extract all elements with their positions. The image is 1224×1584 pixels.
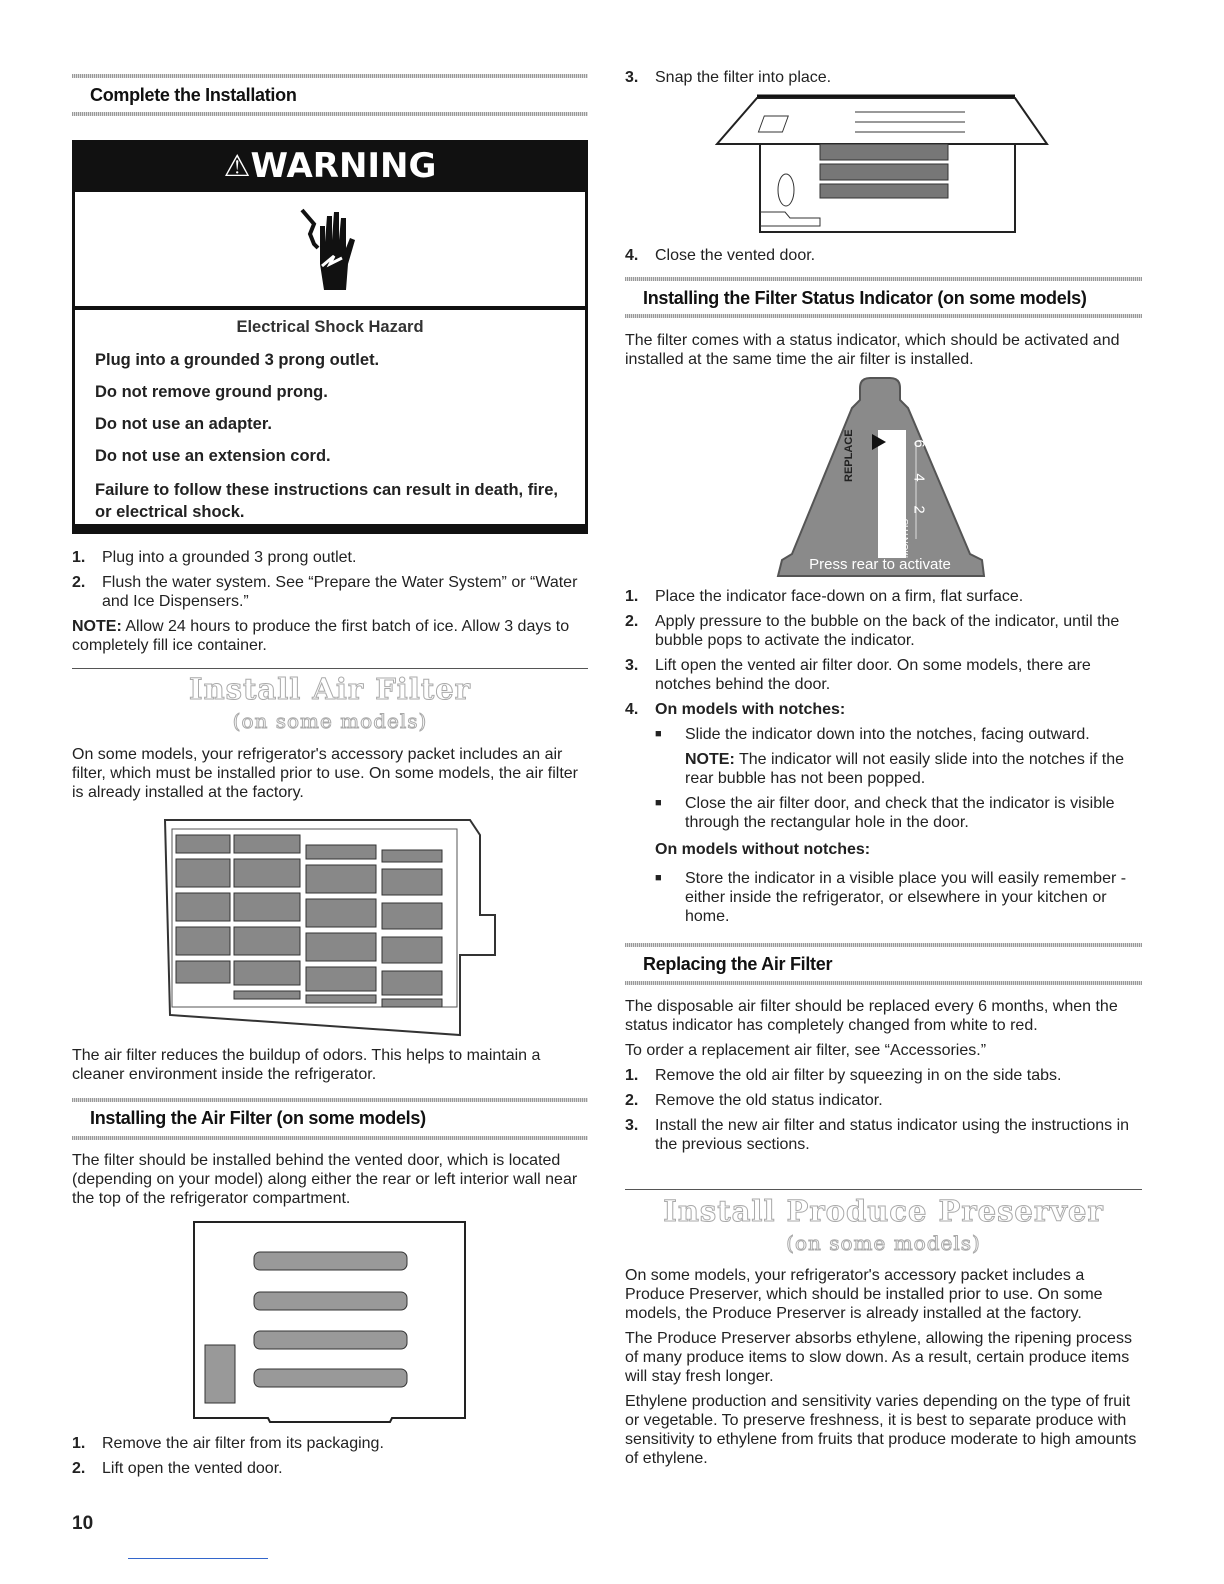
step-number: 3.: [625, 657, 639, 674]
complete-steps: [72, 548, 588, 661]
note-text: Allow 24 hours to produce the first batch of ice. Allow 3 days to completely fill ice container.: [72, 618, 570, 654]
list-item: [72, 1459, 588, 1478]
warning-line: Do not use an extension cord.: [95, 447, 331, 465]
heading-filter-status-indicator: Installing the Filter Status Indicator (on some models): [643, 288, 1087, 308]
warning-line: Do not remove ground prong.: [95, 383, 328, 401]
produce-paragraph: The Produce Preserver absorbs ethylene, allowing the ripening process of many produce items to slow down. As a result, certain produce items will stay fresh longer.: [625, 1330, 1132, 1385]
step-text: Place the indicator face-down on a firm, flat surface.: [655, 588, 1024, 605]
list-item: [625, 68, 831, 87]
divider: [625, 981, 1142, 985]
order-text: To order a replacement air filter, see “Accessories.”: [625, 1042, 987, 1059]
step-number: 1.: [72, 549, 86, 566]
install-text: The filter should be installed behind the vented door, which is located (depending on your model) along either the rear or left interior wall near the top of the refrigerator compartment.: [72, 1152, 578, 1207]
step-number: 3.: [625, 1117, 639, 1134]
step-text: Remove the old air filter by squeezing in on the side tabs.: [655, 1067, 1062, 1084]
without-notches-label: On models without notches:: [655, 841, 871, 858]
note: [655, 750, 1142, 788]
step-number: 2.: [625, 613, 639, 630]
note: [72, 617, 588, 655]
warning-line: Do not use an adapter.: [95, 415, 272, 433]
list-item: [625, 656, 1142, 694]
divider: [72, 112, 588, 116]
warning-triangle-icon: ⚠: [223, 148, 251, 184]
note-text: The indicator will not easily slide into the notches if the rear bubble has not been popped.: [685, 751, 1125, 787]
month-6-label: 6: [910, 439, 928, 448]
month-4-label: 4: [910, 473, 928, 482]
page-number: 10: [72, 1513, 94, 1534]
list-item: [625, 700, 1142, 719]
list-item: [625, 1066, 1142, 1085]
vented-door-illustration: [192, 1220, 468, 1425]
bullet-item: [655, 725, 1142, 744]
list-item: [72, 1434, 588, 1453]
step-number: 1.: [72, 1435, 86, 1452]
list-item: [625, 612, 1142, 650]
air-filter-description: The air filter reduces the buildup of odors. This helps to maintain a cleaner environment inside the refrigerator.: [72, 1047, 541, 1083]
indicator-steps: [625, 587, 1142, 932]
step-text: Apply pressure to the bubble on the back of the indicator, until the bubble pops to activate the indicator.: [655, 613, 1120, 649]
notches-list: [625, 725, 1142, 926]
bullet-text: Close the air filter door, and check that the indicator is visible through the rectangular hole in the door.: [685, 795, 1115, 831]
press-rear-label: Press rear to activate: [809, 556, 951, 573]
list-item: [625, 246, 815, 265]
status-indicator-illustration: [760, 374, 1000, 580]
list-item: [625, 1116, 1142, 1154]
section-title-produce-preserver: Install Produce Preserver: [663, 1194, 1104, 1228]
list-item: [72, 548, 588, 567]
indicator-intro: The filter comes with a status indicator, which should be activated and installed at the same time the air filter is installed.: [625, 332, 1120, 368]
step-number: 4.: [625, 701, 639, 718]
shock-hazard-illustration: [75, 192, 585, 306]
snap-filter-illustration: [715, 92, 1051, 236]
section-subtitle: (on some models): [232, 709, 428, 733]
replace-section: [625, 997, 1142, 1160]
step-number: 1.: [625, 1067, 639, 1084]
produce-paragraph: Ethylene production and sensitivity varies depending on the type of fruit or vegetable. To preserve freshness, it is best to separate produce with sensitivity to ethylene from fruits that produce moderate to high amounts of ethylene.: [625, 1393, 1137, 1467]
bullet-text: Slide the indicator down into the notches, facing outward.: [685, 726, 1090, 743]
bullet-text: Store the indicator in a visible place you will easily remember - either inside the refrigerator, or elsewhere in your kitchen or home.: [685, 870, 1127, 925]
warning-body: [75, 310, 585, 524]
divider: [72, 1098, 588, 1102]
hazard-label: Electrical Shock Hazard: [236, 318, 424, 336]
warning-box: [72, 140, 588, 534]
replace-text: The disposable air filter should be replaced every 6 months, when the status indicator has completely changed from white to red.: [625, 998, 1118, 1034]
step-text: Close the vented door.: [655, 247, 816, 264]
step-text: Plug into a grounded 3 prong outlet.: [102, 549, 357, 566]
divider: [625, 277, 1142, 281]
warning-line: Failure to follow these instructions can result in death, fire, or electrical shock.: [95, 481, 558, 521]
section-subtitle: (on some models): [786, 1231, 981, 1255]
step-number: 2.: [72, 574, 86, 591]
step-text: Lift open the vented door.: [102, 1460, 283, 1477]
heading-installing-air-filter: Installing the Air Filter (on some models): [90, 1108, 426, 1128]
air-filter-intro: On some models, your refrigerator's accessory packet includes an air filter, which must be installed prior to use. On some models, the air filter is already installed at the factory.: [72, 746, 578, 801]
note-label: NOTE:: [685, 751, 735, 768]
list-item: [72, 573, 588, 611]
section-title-install-air-filter: Install Air Filter: [189, 672, 471, 706]
month-2-label: 2: [910, 505, 928, 514]
heading-complete-installation: Complete the Installation: [90, 85, 297, 105]
step-text: Remove the old status indicator.: [655, 1092, 883, 1109]
divider: [72, 1136, 588, 1140]
divider: [72, 74, 588, 78]
list-item: [625, 587, 1142, 606]
months-label: MONTHS: [900, 519, 910, 558]
warning-line: Plug into a grounded 3 prong outlet.: [95, 351, 380, 369]
produce-section: [625, 1266, 1142, 1474]
bullet-item: [655, 869, 1142, 926]
divider: [625, 1189, 1142, 1190]
list-item: [625, 1091, 1142, 1110]
step-text: Lift open the vented air filter door. On some models, there are notches behind the door.: [655, 657, 1091, 693]
step-text: Flush the water system. See “Prepare the Water System” or “Water and Ice Dispensers.”: [102, 574, 578, 610]
step-text: Snap the filter into place.: [655, 69, 832, 86]
replace-label: REPLACE: [843, 429, 855, 482]
divider: [128, 1558, 268, 1559]
step-text: On models with notches:: [655, 701, 846, 718]
step-number: 4.: [625, 247, 639, 264]
heading-replacing-air-filter: Replacing the Air Filter: [643, 954, 833, 974]
divider: [625, 943, 1142, 947]
warning-header: [72, 140, 588, 192]
status-indicator-shape: [760, 374, 1000, 580]
note-label: NOTE:: [72, 618, 122, 635]
divider: [625, 314, 1142, 318]
warning-title: WARNING: [250, 145, 437, 186]
step-number: 3.: [625, 69, 639, 86]
produce-paragraph: On some models, your refrigerator's accessory packet includes a Produce Preserver, which should be installed prior to use. On some models, the Produce Preserver is already installed at the factory.: [625, 1267, 1103, 1322]
bullet-icon: ■: [655, 728, 662, 740]
electric-shock-hand-icon: [300, 204, 360, 294]
step-text: Remove the air filter from its packaging.: [102, 1435, 384, 1452]
step-number: 2.: [625, 1092, 639, 1109]
install-steps: [72, 1434, 588, 1484]
air-filter-illustration: [160, 815, 500, 1040]
divider: [72, 668, 588, 669]
step-number: 1.: [625, 588, 639, 605]
step-number: 2.: [72, 1460, 86, 1477]
bullet-icon: ■: [655, 872, 662, 884]
step-text: Install the new air filter and status indicator using the instructions in the previous sections.: [655, 1117, 1130, 1153]
bullet-item: [655, 794, 1142, 832]
bullet-icon: ■: [655, 797, 662, 809]
